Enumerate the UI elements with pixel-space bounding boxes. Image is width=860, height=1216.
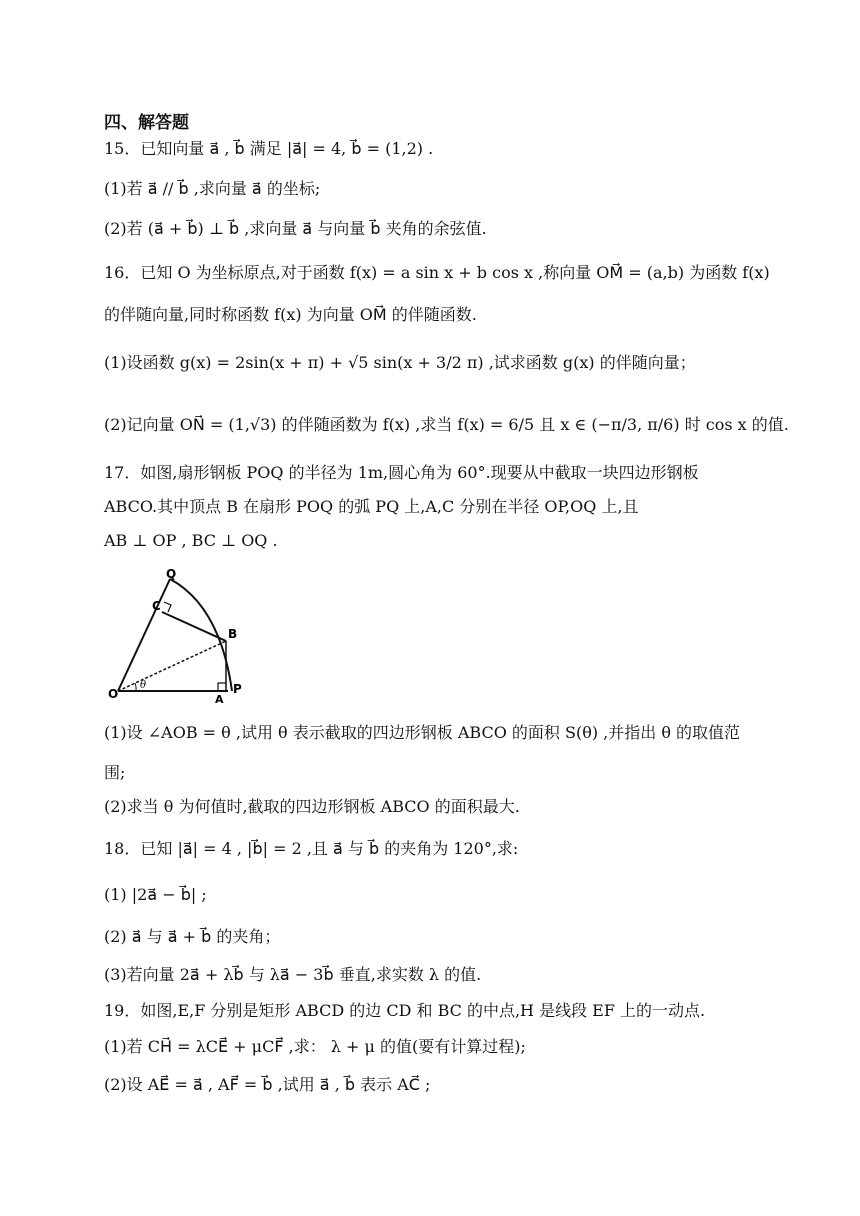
q15-stem: 15．已知向量 a⃗ , b⃗ 满足 |a⃗| = 4, b⃗ = (1,2) .	[104, 139, 434, 158]
label-p: P	[233, 682, 242, 696]
q17-stem: 17．如图,扇形钢板 POQ 的半径为 1m,圆心角为 60°.现要从中截取一块四边形钢板	[104, 463, 699, 482]
sector-figure	[108, 566, 268, 710]
q17-part1-cont: 围;	[104, 763, 126, 782]
q16-stem: 16．已知 O 为坐标原点,对于函数 f(x) = a sin x + b cos x ,称向量 OM⃗ = (a,b) 为函数 f(x)	[104, 263, 770, 282]
q15-part1: (1)若 a⃗ // b⃗ ,求向量 a⃗ 的坐标;	[104, 179, 321, 198]
q19-part2: (2)设 AE⃗ = a⃗ , AF⃗ = b⃗ ,试用 a⃗ , b⃗ 表示 AC⃗ ;	[104, 1075, 431, 1094]
q17-part2: (2)求当 θ 为何值时,截取的四边形钢板 ABCO 的面积最大.	[104, 797, 520, 816]
q15-part2: (2)若 (a⃗ + b⃗) ⊥ b⃗ ,求向量 a⃗ 与向量 b⃗ 夹角的余弦值.	[104, 219, 487, 238]
label-c: C	[152, 599, 161, 613]
q17-stem-cont2: AB ⊥ OP , BC ⊥ OQ .	[104, 531, 278, 550]
q18-part2: (2) a⃗ 与 a⃗ + b⃗ 的夹角；	[104, 927, 281, 946]
q17-part1: (1)设 ∠AOB = θ ,试用 θ 表示截取的四边形钢板 ABCO 的面积 S(θ) ,并指出 θ 的取值范	[104, 723, 741, 742]
q18-stem: 18．已知 |a⃗| = 4 , |b⃗| = 2 ,且 a⃗ 与 b⃗ 的夹角为 120°,求:	[104, 839, 519, 858]
q19-part1: (1)若 CH⃗ = λCE⃗ + μCF⃗ ,求： λ + μ 的值(要有计算过程);	[104, 1037, 526, 1056]
q18-part3: (3)若向量 2a⃗ + λb⃗ 与 λa⃗ − 3b⃗ 垂直,求实数 λ 的值.	[104, 965, 482, 984]
label-a: A	[215, 693, 224, 706]
section-title: 四、解答题	[104, 113, 189, 133]
label-b: B	[228, 627, 238, 641]
q17-stem-cont1: ABCO.其中顶点 B 在扇形 POQ 的弧 PQ 上,A,C 分别在半径 OP,OQ 上,且	[104, 497, 639, 516]
q16-stem-cont: 的伴随向量,同时称函数 f(x) 为向量 OM⃗ 的伴随函数.	[104, 305, 477, 324]
q19-stem: 19．如图,E,F 分别是矩形 ABCD 的边 CD 和 BC 的中点,H 是线段 EF 上的一动点.	[104, 1001, 706, 1020]
label-o: O	[108, 687, 119, 701]
q18-part1: (1) |2a⃗ − b⃗| ;	[104, 885, 207, 904]
q16-part1: (1)设函数 g(x) = 2sin(x + π) + √5 sin(x + 3/2 π) ,试求函数 g(x) 的伴随向量；	[104, 353, 696, 372]
q16-part2: (2)记向量 ON⃗ = (1,√3) 的伴随函数为 f(x) ,求当 f(x) = 6/5 且 x ∈ (−π/3, π/6) 时 cos x 的值.	[104, 415, 789, 434]
label-theta: θ	[140, 680, 147, 691]
label-q: Q	[166, 567, 177, 581]
